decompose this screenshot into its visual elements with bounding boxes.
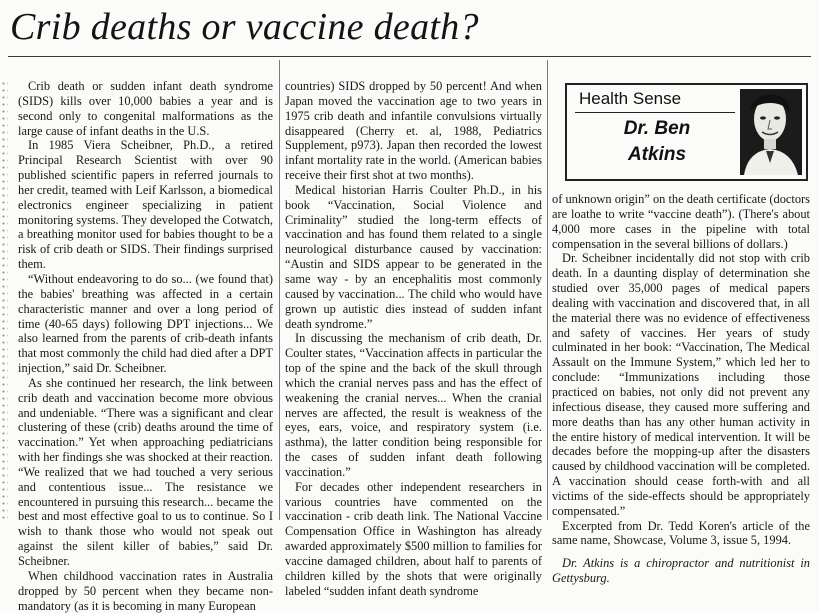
article-column-1	[18, 79, 273, 613]
paragraph: countries) SIDS dropped by 50 percent! And when Japan moved the vaccination age to two years in 1975 crib death and infantile convulsions virtually disappeared (Cherry et. al, 1988, Pediatrics Supplement, p973). Japan then recorded the lowest infant mortality rate in the world. (American babies receive their first shot at two months).	[285, 79, 542, 183]
left-margin-dots	[1, 80, 8, 520]
author-name	[587, 116, 727, 168]
author-bio: Dr. Atkins is a chiropractor and nutritionist in Gettysburg.	[552, 556, 810, 586]
author-line-2: Atkins	[627, 144, 687, 165]
paragraph: When childhood vaccination rates in Australia dropped by 50 percent when they became non-mandatory (as it is becoming in many European	[18, 568, 273, 613]
column-title: Health Sense	[579, 89, 682, 108]
paragraph: of unknown origin” on the death certificate (doctors are loathe to write “vaccine death”). (There's about 4,000 more cases in the pipeline with total compensation in the several billions of dollars.)	[552, 192, 810, 251]
headline: Crib deaths or vaccine death?	[10, 6, 479, 48]
paragraph: Crib death or sudden infant death syndrome (SIDS) kills over 10,000 babies a year and is second only to congenital malformations as the large cause of infant deaths in the U.S.	[18, 79, 273, 138]
paragraph: For decades other independent researchers in various countries have commented on the vaccination - crib death link. The National Vaccine Compensation Office in Washington has already awarded approximately $500 million to families for vaccine damaged children, about half to parents of children killed by the shots that were originally labeled “sudden infant death syndrome	[285, 479, 542, 598]
author-portrait	[740, 89, 802, 175]
source-note: Excerpted from Dr. Tedd Koren's article of the same name, Showcase, Volume 3, issue 5, 1994.	[552, 518, 810, 548]
article-column-3	[552, 192, 810, 586]
box-rule	[575, 112, 735, 113]
paragraph: In discussing the mechanism of crib death, Dr. Coulter states, “Vaccination affects in particular the top of the spine and the back of the skull through which the cranial nerves pass and has the effect of weakening the cranial nerves... When the cranial nerves are affected, the result is weakness of the eyes, ears, voice, and respiratory system (i.e. asthma), the latter condition being responsible for the cases of sudden infant death following vaccination.”	[285, 331, 542, 479]
column-divider-1	[279, 60, 280, 520]
article-column-2	[285, 79, 542, 599]
column-divider-2	[547, 60, 548, 520]
paragraph: Medical historian Harris Coulter Ph.D., in his book “Vaccination, Social Violence and Criminality” studied the long-term effects of vaccination and has found them related to a single neurological disturbance caused by vaccination: “Austin and SIDS appear to be generated in the same way - by an encephalitis most commonly caused by vaccination... The child who would have grown up autistic dies instead of sudden infant death syndrome.”	[285, 182, 542, 331]
paragraph: As she continued her research, the link between crib death and vaccination become more obvious and undeniable. “There was a significant and clear clustering of these (crib) deaths around the time of vaccination.” Yet when approaching pediatricians with her findings she was shocked at their reaction. “We realized that we had touched a very serious and contentious issue... The resistance we encountered in pursuing this research... became the best and most effective goal to us to continue. So I wish to thank those who would not speak out against the silent killer of babies,” said Dr. Scheibner.	[18, 375, 273, 568]
paragraph: Dr. Scheibner incidentally did not stop with crib death. In a daunting display of determination she studied over 35,000 pages of medical papers dealing with vaccination and discovered that, in all the material there was no evidence of effectiveness and safety of vaccines. Her years of study culminated in her book: “Vaccination, The Medical Assault on the Immune System,” which led her to conclude: “Immunizations including those practiced on babies, not only did not prevent any infectious disease, they caused more suffering and more deaths than has any other human activity in the entire history of medical intervention. It will be decades before the mopping-up after the disasters caused by childhood vaccination will be completed. A vaccination should cease forth-with and all victims of the side-effects should be appropriately compensated.”	[552, 251, 810, 518]
paragraph: In 1985 Viera Scheibner, Ph.D., a retired Principal Research Scientist with over 90 published scientific papers in referred journals to her credit, teamed with Leif Karlsson, a biomedical electronics engineer specializing in patient monitoring systems. They developed the Cotwatch, a breathing monitor used for babies thought to be a risk of crib death or SIDS. Their findings surprised them.	[18, 138, 273, 272]
author-line-1: Dr. Ben	[623, 118, 691, 139]
paragraph: “Without endeavoring to do so... (we found that) the babies' breathing was affected in a certain characteristic manner and over a long period of time (40-65 days) following DPT injections... We also learned from the parents of crib-death infants that most commonly the child had died after a DPT injection,” said Dr. Scheibner.	[18, 271, 273, 376]
headline-rule	[8, 56, 811, 57]
health-sense-box	[565, 83, 808, 181]
